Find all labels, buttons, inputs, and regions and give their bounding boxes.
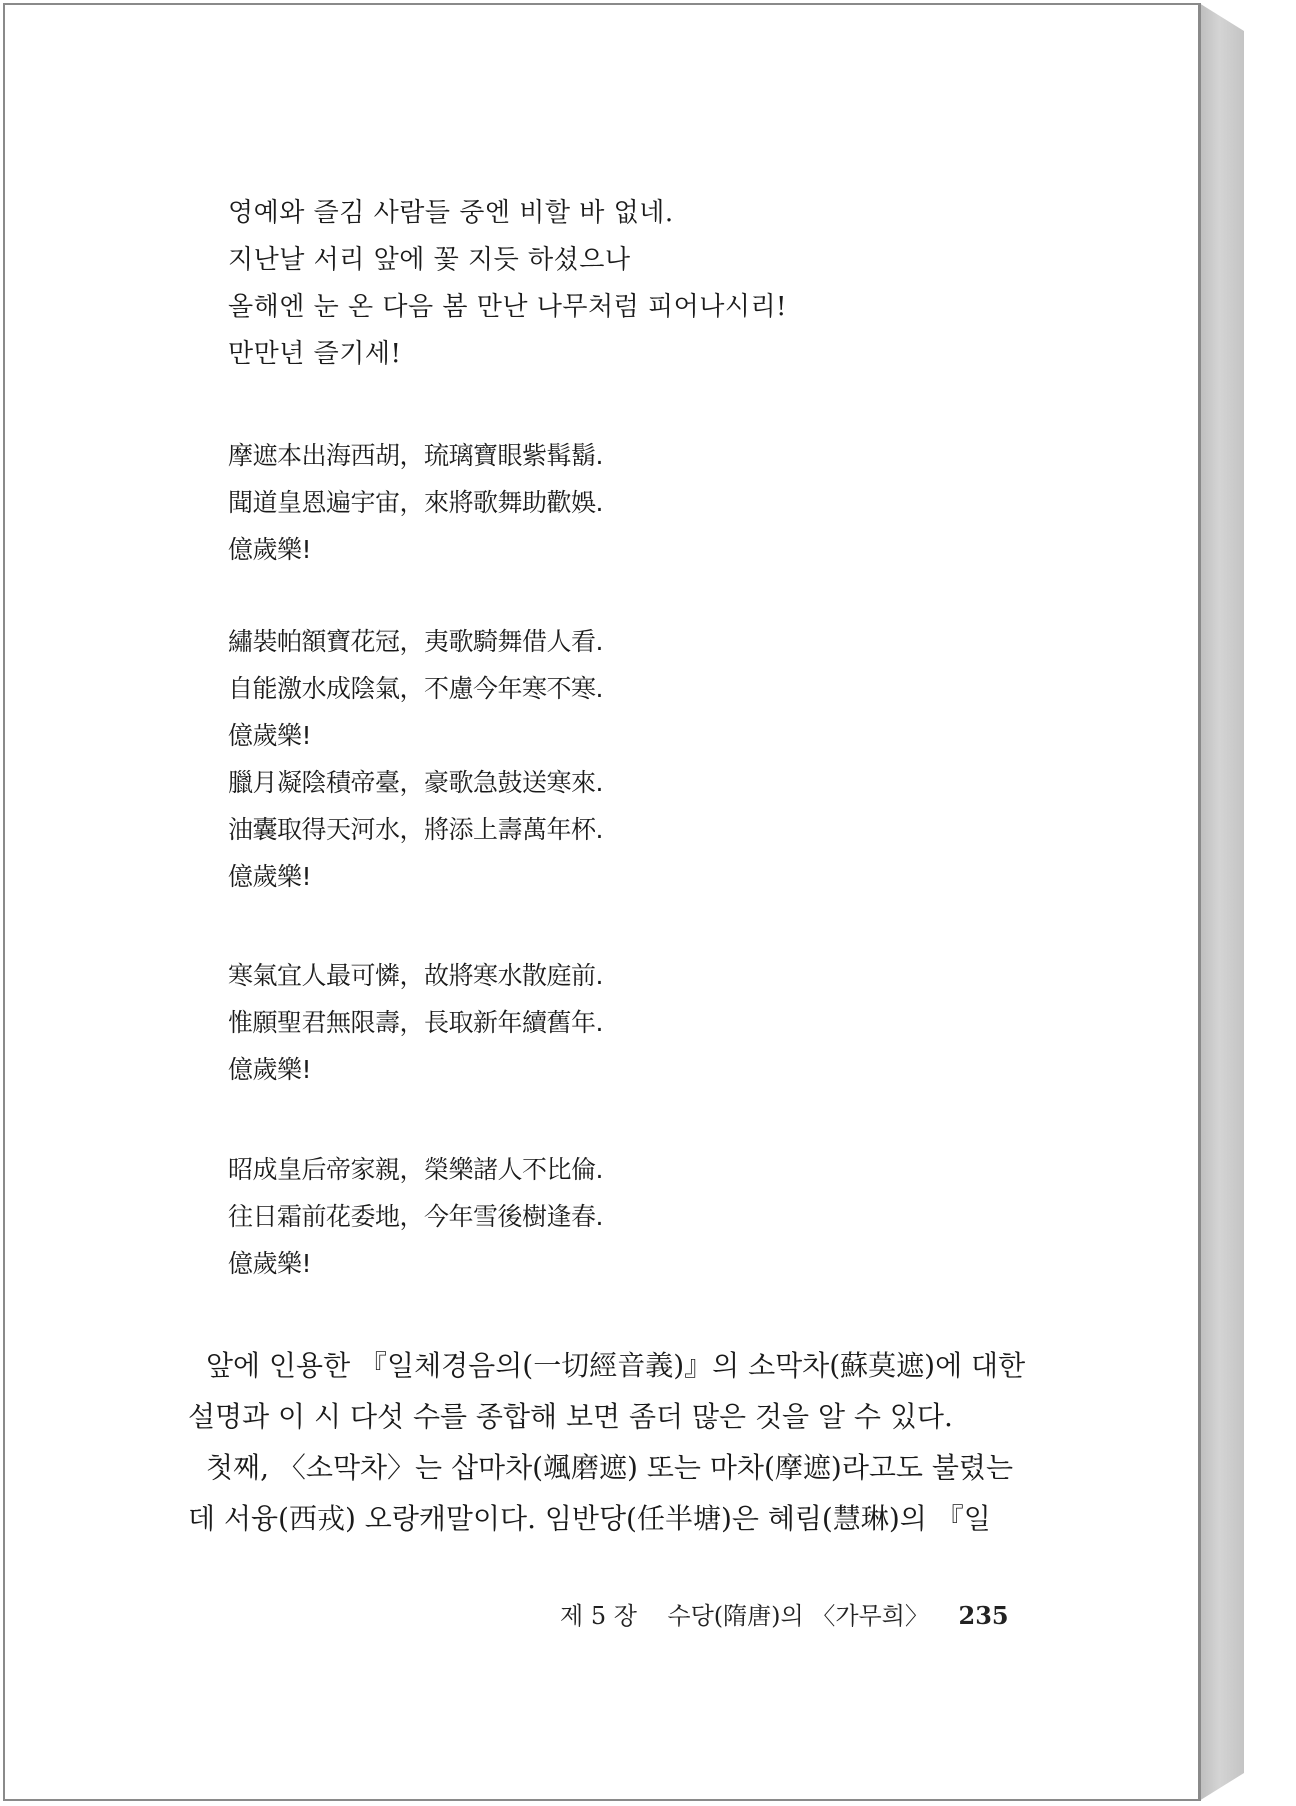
paragraph-line: 데 서융(西戎) 오랑캐말이다. 임반당(任半塘)은 혜림(慧琳)의 『일 (188, 1502, 991, 1535)
paragraph-line: 설명과 이 시 다섯 수를 종합해 보면 좀더 많은 것을 알 수 있다. (188, 1400, 953, 1433)
poem-line: 油囊取得天河水，將添上壽萬年杯. (228, 815, 603, 844)
body-paragraph (188, 1340, 1028, 1544)
poem-line: 惟願聖君無限壽，長取新年續舊年. (228, 1008, 603, 1037)
hanja-poem-stanza-3 (228, 952, 603, 1093)
poem-line: 올해엔 눈 온 다음 봄 만난 나무처럼 피어나시리! (228, 292, 788, 322)
chapter-title: 수당(隋唐)의 〈가무희〉 (667, 1602, 929, 1630)
poem-line: 往日霜前花委地，今年雪後樹逢春. (228, 1202, 603, 1231)
poem-line: 臘月凝陰積帝臺，豪歌急鼓送寒來. (228, 768, 603, 797)
hanja-poem-stanza-1 (228, 432, 603, 573)
poem-line: 億歲樂! (228, 535, 312, 564)
poem-line: 聞道皇恩遍宇宙，來將歌舞助歡娛. (228, 488, 603, 517)
poem-line: 寒氣宜人最可憐，故將寒水散庭前. (228, 961, 603, 990)
korean-poem-stanza (228, 190, 787, 378)
paragraph-line: 첫째, 〈소막차〉는 삽마차(颯磨遮) 또는 마차(摩遮)라고도 불렸는 (206, 1451, 1014, 1484)
page-number: 235 (958, 1601, 1009, 1630)
poem-line: 摩遮本出海西胡，琉璃寶眼紫髯鬍. (228, 441, 603, 470)
poem-line: 만만년 즐기세! (228, 339, 402, 369)
poem-line: 지난날 서리 앞에 꽃 지듯 하셨으나 (228, 245, 631, 275)
poem-line: 自能激水成陰氣，不慮今年寒不寒. (228, 674, 603, 703)
poem-line: 億歲樂! (228, 862, 312, 891)
hanja-poem-stanza-4 (228, 1146, 603, 1287)
chapter-label: 제 5 장 (560, 1602, 637, 1630)
poem-line: 昭成皇后帝家親，榮樂諸人不比倫. (228, 1155, 603, 1184)
poem-line: 영예와 즐김 사람들 중엔 비할 바 없네. (228, 198, 674, 228)
poem-line: 億歲樂! (228, 1249, 312, 1278)
poem-line: 億歲樂! (228, 1055, 312, 1084)
paragraph-line: 앞에 인용한 『일체경음의(一切經音義)』의 소막차(蘇莫遮)에 대한 (206, 1349, 1026, 1382)
page-footer (560, 1596, 1009, 1631)
hanja-poem-stanza-2 (228, 618, 603, 900)
poem-line: 億歲樂! (228, 721, 312, 750)
poem-line: 繡裝帕額寶花冠，夷歌騎舞借人看. (228, 627, 603, 656)
